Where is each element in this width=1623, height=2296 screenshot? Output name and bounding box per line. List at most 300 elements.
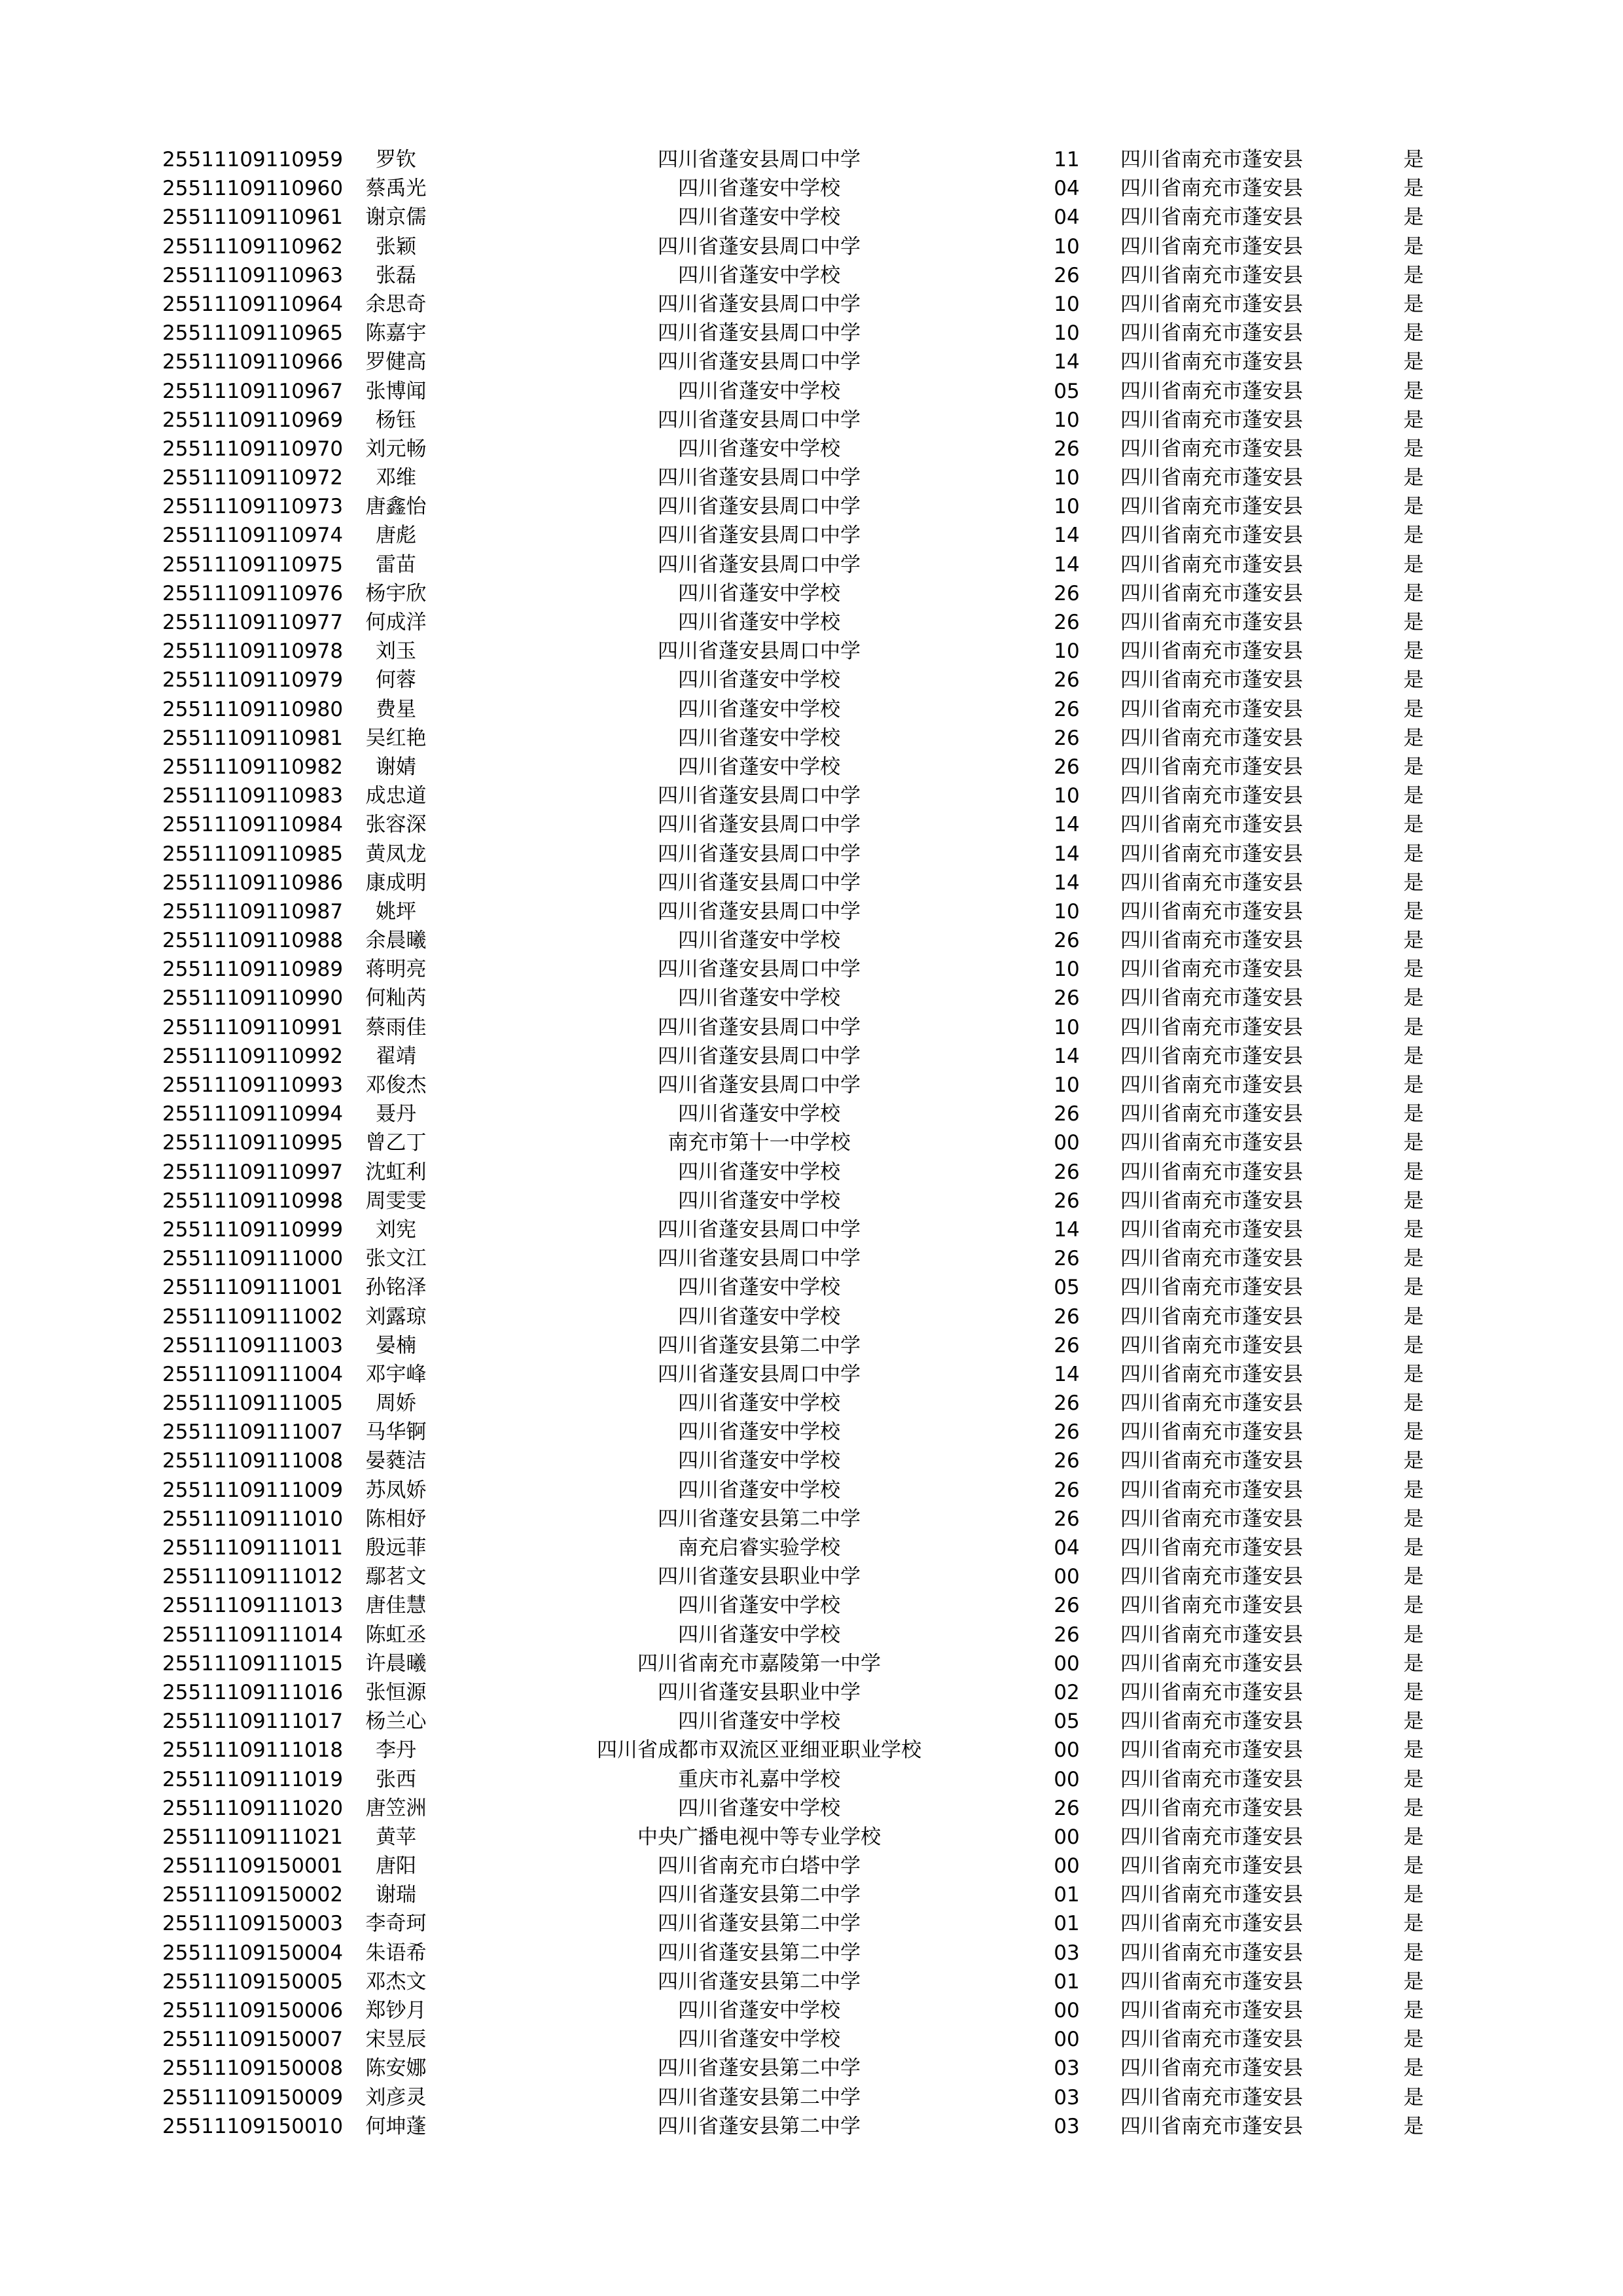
region: 四川省南充市蓬安县 <box>1120 1796 1303 1820</box>
category-code: 26 <box>1054 986 1080 1011</box>
student-name: 曾乙丁 <box>365 1131 427 1155</box>
status-flag: 是 <box>1403 1420 1424 1444</box>
candidate-id: 25511109110981 <box>162 726 344 750</box>
school-name: 四川省蓬安中学校 <box>678 1594 840 1618</box>
category-code: 00 <box>1054 1738 1080 1763</box>
school-name: 四川省蓬安中学校 <box>678 1449 840 1473</box>
candidate-id: 25511109150006 <box>162 1999 344 2022</box>
category-code: 14 <box>1054 350 1080 374</box>
student-name: 唐彪 <box>376 524 416 548</box>
region: 四川省南充市蓬安县 <box>1120 1536 1303 1560</box>
category-code: 26 <box>1054 755 1080 779</box>
school-name: 四川省蓬安县职业中学 <box>658 1680 861 1704</box>
school-name: 四川省蓬安中学校 <box>678 726 840 750</box>
school-name: 四川省蓬安县周口中学 <box>658 292 861 316</box>
school-name: 四川省蓬安中学校 <box>678 611 840 634</box>
candidate-id: 25511109110991 <box>162 1015 344 1039</box>
candidate-id: 25511109111009 <box>162 1478 344 1502</box>
school-name: 四川省蓬安县周口中学 <box>658 870 861 895</box>
student-name: 康成明 <box>365 870 427 895</box>
school-name: 四川省蓬安中学校 <box>678 697 840 721</box>
school-name: 四川省蓬安县周口中学 <box>658 958 861 982</box>
region: 四川省南充市蓬安县 <box>1120 292 1303 316</box>
candidate-id: 25511109150002 <box>162 1883 344 1907</box>
student-name: 宋昱辰 <box>365 2028 427 2052</box>
candidate-id: 25511109110992 <box>162 1044 344 1068</box>
student-name: 刘玉 <box>376 639 416 664</box>
region: 四川省南充市蓬安县 <box>1120 1710 1303 1734</box>
status-flag: 是 <box>1403 495 1424 519</box>
category-code: 26 <box>1054 1391 1080 1416</box>
candidate-id: 25511109111021 <box>162 1825 344 1849</box>
school-name: 四川省蓬安县周口中学 <box>658 148 861 171</box>
table-row <box>0 637 1623 666</box>
region: 四川省南充市蓬安县 <box>1120 1680 1303 1704</box>
table-row <box>0 1823 1623 1852</box>
region: 四川省南充市蓬安县 <box>1120 1941 1303 1965</box>
table-row <box>0 1244 1623 1273</box>
student-name: 晏楠 <box>376 1333 416 1357</box>
category-code: 26 <box>1054 1247 1080 1271</box>
status-flag: 是 <box>1403 2114 1424 2138</box>
region: 四川省南充市蓬安县 <box>1120 958 1303 982</box>
category-code: 26 <box>1054 611 1080 634</box>
school-name: 四川省蓬安县周口中学 <box>658 495 861 519</box>
student-name: 陈安娜 <box>365 2056 427 2081</box>
category-code: 14 <box>1054 524 1080 548</box>
school-name: 四川省蓬安中学校 <box>678 1623 840 1647</box>
status-flag: 是 <box>1403 437 1424 461</box>
candidate-id: 25511109110960 <box>162 177 344 201</box>
status-flag: 是 <box>1403 1102 1424 1126</box>
table-row <box>0 1707 1623 1736</box>
category-code: 14 <box>1054 1044 1080 1068</box>
school-name: 南充市第十一中学校 <box>668 1131 851 1155</box>
school-name: 四川省蓬安中学校 <box>678 668 840 692</box>
status-flag: 是 <box>1403 1449 1424 1473</box>
table-row <box>0 1389 1623 1418</box>
status-flag: 是 <box>1403 148 1424 171</box>
school-name: 四川省蓬安中学校 <box>678 1796 840 1820</box>
table-row <box>0 1446 1623 1475</box>
student-name: 邓维 <box>376 466 416 490</box>
region: 四川省南充市蓬安县 <box>1120 1362 1303 1386</box>
status-flag: 是 <box>1403 1999 1424 2022</box>
region: 四川省南充市蓬安县 <box>1120 177 1303 201</box>
region: 四川省南充市蓬安县 <box>1120 697 1303 721</box>
school-name: 南充启睿实验学校 <box>678 1536 840 1560</box>
school-name: 四川省蓬安中学校 <box>678 1391 840 1416</box>
category-code: 26 <box>1054 726 1080 750</box>
category-code: 10 <box>1054 321 1080 346</box>
category-code: 04 <box>1054 177 1080 201</box>
student-name: 罗健高 <box>365 350 427 374</box>
school-name: 四川省蓬安县周口中学 <box>658 234 861 259</box>
student-name: 翟靖 <box>376 1044 416 1068</box>
region: 四川省南充市蓬安县 <box>1120 1651 1303 1676</box>
category-code: 10 <box>1054 466 1080 490</box>
table-row <box>0 1909 1623 1938</box>
school-name: 四川省蓬安县周口中学 <box>658 842 861 866</box>
candidate-id: 25511109110962 <box>162 234 344 259</box>
candidate-id: 25511109110970 <box>162 437 344 461</box>
table-row <box>0 1042 1623 1071</box>
table-row <box>0 2083 1623 2112</box>
status-flag: 是 <box>1403 1623 1424 1647</box>
category-code: 10 <box>1054 958 1080 982</box>
table-row <box>0 463 1623 492</box>
category-code: 05 <box>1054 1710 1080 1734</box>
student-name: 蔡禹光 <box>365 177 427 201</box>
school-name: 四川省蓬安中学校 <box>678 1420 840 1444</box>
candidate-id: 25511109110989 <box>162 958 344 982</box>
school-name: 四川省蓬安中学校 <box>678 1160 840 1184</box>
candidate-id: 25511109110961 <box>162 206 344 230</box>
student-name: 费星 <box>376 697 416 721</box>
candidate-id: 25511109110997 <box>162 1160 344 1184</box>
status-flag: 是 <box>1403 870 1424 895</box>
candidate-id: 25511109110975 <box>162 552 344 577</box>
school-name: 四川省蓬安县周口中学 <box>658 1015 861 1039</box>
region: 四川省南充市蓬安县 <box>1120 986 1303 1011</box>
category-code: 03 <box>1054 1941 1080 1965</box>
table-row <box>0 1967 1623 1996</box>
student-name: 聂丹 <box>376 1102 416 1126</box>
candidate-id: 25511109110974 <box>162 524 344 548</box>
category-code: 05 <box>1054 379 1080 403</box>
status-flag: 是 <box>1403 1391 1424 1416</box>
school-name: 四川省蓬安中学校 <box>678 929 840 953</box>
student-name: 李奇珂 <box>365 1912 427 1936</box>
category-code: 00 <box>1054 1565 1080 1589</box>
category-code: 26 <box>1054 929 1080 953</box>
student-name: 黄苹 <box>376 1825 416 1849</box>
candidate-id: 25511109110999 <box>162 1217 344 1242</box>
status-flag: 是 <box>1403 1015 1424 1039</box>
candidate-id: 25511109150005 <box>162 1969 344 1994</box>
table-row <box>0 203 1623 232</box>
student-name: 张文江 <box>365 1247 427 1271</box>
student-name: 杨宇欣 <box>365 581 427 605</box>
candidate-id: 25511109111016 <box>162 1680 344 1704</box>
table-row <box>0 869 1623 897</box>
region: 四川省南充市蓬安县 <box>1120 929 1303 953</box>
status-flag: 是 <box>1403 1738 1424 1763</box>
student-name: 张磊 <box>376 263 416 287</box>
category-code: 10 <box>1054 1073 1080 1097</box>
table-row <box>0 1302 1623 1331</box>
region: 四川省南充市蓬安县 <box>1120 1102 1303 1126</box>
school-name: 四川省蓬安县周口中学 <box>658 524 861 548</box>
candidate-id: 25511109111010 <box>162 1507 344 1531</box>
table-row <box>0 1071 1623 1100</box>
region: 四川省南充市蓬安县 <box>1120 350 1303 374</box>
category-code: 26 <box>1054 1189 1080 1213</box>
candidate-id: 25511109110969 <box>162 408 344 432</box>
student-name: 何籼芮 <box>365 986 427 1011</box>
candidate-id: 25511109110988 <box>162 929 344 953</box>
candidate-id: 25511109150001 <box>162 1854 344 1878</box>
school-name: 四川省蓬安县周口中学 <box>658 350 861 374</box>
status-flag: 是 <box>1403 986 1424 1011</box>
table-row <box>0 1765 1623 1794</box>
school-name: 四川省蓬安县周口中学 <box>658 408 861 432</box>
school-name: 四川省蓬安县周口中学 <box>658 1247 861 1271</box>
region: 四川省南充市蓬安县 <box>1120 1478 1303 1502</box>
student-name: 张颖 <box>376 234 416 259</box>
table-row <box>0 1273 1623 1302</box>
region: 四川省南充市蓬安县 <box>1120 1738 1303 1763</box>
region: 四川省南充市蓬安县 <box>1120 1160 1303 1184</box>
status-flag: 是 <box>1403 1536 1424 1560</box>
status-flag: 是 <box>1403 379 1424 403</box>
student-name: 刘宪 <box>376 1217 416 1242</box>
table-row <box>0 1013 1623 1042</box>
table-row <box>0 2112 1623 2141</box>
table-row <box>0 2025 1623 2054</box>
school-name: 四川省蓬安中学校 <box>678 1276 840 1300</box>
table-row <box>0 1649 1623 1678</box>
region: 四川省南充市蓬安县 <box>1120 2114 1303 2138</box>
candidate-id: 25511109111011 <box>162 1536 344 1560</box>
table-row <box>0 579 1623 608</box>
student-name: 何坤蓬 <box>365 2114 427 2138</box>
candidate-id: 25511109110963 <box>162 263 344 287</box>
category-code: 00 <box>1054 1999 1080 2022</box>
region: 四川省南充市蓬安县 <box>1120 2056 1303 2081</box>
region: 四川省南充市蓬安县 <box>1120 1420 1303 1444</box>
region: 四川省南充市蓬安县 <box>1120 1015 1303 1039</box>
table-row <box>0 1476 1623 1505</box>
school-name: 四川省蓬安县周口中学 <box>658 899 861 924</box>
school-name: 四川省蓬安县第二中学 <box>658 1912 861 1936</box>
category-code: 26 <box>1054 697 1080 721</box>
status-flag: 是 <box>1403 206 1424 230</box>
school-name: 四川省蓬安中学校 <box>678 755 840 779</box>
status-flag: 是 <box>1403 1941 1424 1965</box>
student-name: 何蓉 <box>376 668 416 692</box>
table-row <box>0 492 1623 521</box>
school-name: 四川省蓬安县第二中学 <box>658 2114 861 2138</box>
region: 四川省南充市蓬安县 <box>1120 495 1303 519</box>
table-row <box>0 1939 1623 1967</box>
table-row <box>0 406 1623 435</box>
status-flag: 是 <box>1403 1362 1424 1386</box>
category-code: 26 <box>1054 1102 1080 1126</box>
school-name: 四川省蓬安中学校 <box>678 1304 840 1329</box>
category-code: 26 <box>1054 1304 1080 1329</box>
candidate-id: 25511109111000 <box>162 1247 344 1271</box>
status-flag: 是 <box>1403 842 1424 866</box>
category-code: 10 <box>1054 899 1080 924</box>
table-row <box>0 232 1623 261</box>
candidate-id: 25511109111003 <box>162 1333 344 1357</box>
student-name: 李丹 <box>376 1738 416 1763</box>
category-code: 26 <box>1054 437 1080 461</box>
table-row <box>0 926 1623 955</box>
table-row <box>0 1678 1623 1707</box>
region: 四川省南充市蓬安县 <box>1120 784 1303 808</box>
status-flag: 是 <box>1403 697 1424 721</box>
region: 四川省南充市蓬安县 <box>1120 1276 1303 1300</box>
candidate-id: 25511109111002 <box>162 1304 344 1329</box>
student-name: 何成洋 <box>365 611 427 634</box>
status-flag: 是 <box>1403 639 1424 664</box>
region: 四川省南充市蓬安县 <box>1120 2028 1303 2052</box>
student-name: 唐鑫怡 <box>365 495 427 519</box>
status-flag: 是 <box>1403 1594 1424 1618</box>
school-name: 四川省蓬安县第二中学 <box>658 1969 861 1994</box>
table-row <box>0 1852 1623 1880</box>
student-name: 杨钰 <box>376 408 416 432</box>
candidate-id: 25511109110977 <box>162 611 344 634</box>
school-name: 四川省蓬安中学校 <box>678 1710 840 1734</box>
region: 四川省南充市蓬安县 <box>1120 1304 1303 1329</box>
school-name: 四川省蓬安县第二中学 <box>658 1941 861 1965</box>
status-flag: 是 <box>1403 813 1424 837</box>
status-flag: 是 <box>1403 292 1424 316</box>
school-name: 四川省蓬安中学校 <box>678 986 840 1011</box>
school-name: 四川省蓬安中学校 <box>678 1189 840 1213</box>
region: 四川省南充市蓬安县 <box>1120 379 1303 403</box>
category-code: 11 <box>1054 148 1080 171</box>
category-code: 26 <box>1054 263 1080 287</box>
category-code: 01 <box>1054 1969 1080 1994</box>
candidate-id: 25511109150010 <box>162 2114 344 2138</box>
school-name: 四川省蓬安县周口中学 <box>658 1073 861 1097</box>
candidate-id: 25511109111014 <box>162 1623 344 1647</box>
student-name: 谢婧 <box>376 755 416 779</box>
status-flag: 是 <box>1403 1651 1424 1676</box>
student-name: 殷远菲 <box>365 1536 427 1560</box>
candidate-id: 25511109110964 <box>162 292 344 316</box>
status-flag: 是 <box>1403 668 1424 692</box>
status-flag: 是 <box>1403 1710 1424 1734</box>
table-row <box>0 1215 1623 1244</box>
status-flag: 是 <box>1403 321 1424 346</box>
category-code: 26 <box>1054 1623 1080 1647</box>
student-name: 张博闻 <box>365 379 427 403</box>
region: 四川省南充市蓬安县 <box>1120 408 1303 432</box>
category-code: 26 <box>1054 1796 1080 1820</box>
region: 四川省南充市蓬安县 <box>1120 813 1303 837</box>
candidate-id: 25511109110995 <box>162 1131 344 1155</box>
category-code: 10 <box>1054 292 1080 316</box>
student-name: 鄢茗文 <box>365 1565 427 1589</box>
region: 四川省南充市蓬安县 <box>1120 842 1303 866</box>
table-row <box>0 1621 1623 1649</box>
table-row <box>0 810 1623 839</box>
student-name: 谢瑞 <box>376 1883 416 1907</box>
status-flag: 是 <box>1403 1160 1424 1184</box>
category-code: 26 <box>1054 1507 1080 1531</box>
status-flag: 是 <box>1403 177 1424 201</box>
student-name: 晏蕤洁 <box>365 1449 427 1473</box>
status-flag: 是 <box>1403 1478 1424 1502</box>
region: 四川省南充市蓬安县 <box>1120 234 1303 259</box>
candidate-id: 25511109110990 <box>162 986 344 1011</box>
school-name: 四川省蓬安中学校 <box>678 1999 840 2022</box>
candidate-id: 25511109110994 <box>162 1102 344 1126</box>
table-row <box>0 608 1623 637</box>
school-name: 四川省蓬安县周口中学 <box>658 321 861 346</box>
category-code: 04 <box>1054 206 1080 230</box>
table-row <box>0 897 1623 926</box>
status-flag: 是 <box>1403 1507 1424 1531</box>
region: 四川省南充市蓬安县 <box>1120 2085 1303 2109</box>
status-flag: 是 <box>1403 2085 1424 2109</box>
candidate-id: 25511109111007 <box>162 1420 344 1444</box>
student-name: 邓宇峰 <box>365 1362 427 1386</box>
roster-table <box>0 145 1623 2141</box>
status-flag: 是 <box>1403 611 1424 634</box>
student-name: 余思奇 <box>365 292 427 316</box>
candidate-id: 25511109150007 <box>162 2028 344 2052</box>
table-row <box>0 1996 1623 2025</box>
category-code: 10 <box>1054 784 1080 808</box>
table-row <box>0 840 1623 869</box>
category-code: 26 <box>1054 1449 1080 1473</box>
student-name: 苏凤娇 <box>365 1478 427 1502</box>
category-code: 14 <box>1054 552 1080 577</box>
table-row <box>0 1534 1623 1562</box>
student-name: 陈嘉宇 <box>365 321 427 346</box>
table-row <box>0 1505 1623 1534</box>
candidate-id: 25511109111020 <box>162 1796 344 1820</box>
school-name: 四川省蓬安中学校 <box>678 379 840 403</box>
table-row <box>0 1591 1623 1620</box>
region: 四川省南充市蓬安县 <box>1120 1825 1303 1849</box>
status-flag: 是 <box>1403 1276 1424 1300</box>
student-name: 余晨曦 <box>365 929 427 953</box>
student-name: 黄凤龙 <box>365 842 427 866</box>
candidate-id: 25511109111005 <box>162 1391 344 1416</box>
school-name: 四川省蓬安县周口中学 <box>658 1217 861 1242</box>
student-name: 孙铭泽 <box>365 1276 427 1300</box>
table-row <box>0 724 1623 753</box>
candidate-id: 25511109110966 <box>162 350 344 374</box>
region: 四川省南充市蓬安县 <box>1120 263 1303 287</box>
candidate-id: 25511109150004 <box>162 1941 344 1965</box>
region: 四川省南充市蓬安县 <box>1120 1883 1303 1907</box>
region: 四川省南充市蓬安县 <box>1120 581 1303 605</box>
status-flag: 是 <box>1403 1912 1424 1936</box>
table-row <box>0 290 1623 319</box>
category-code: 14 <box>1054 870 1080 895</box>
status-flag: 是 <box>1403 1883 1424 1907</box>
status-flag: 是 <box>1403 1044 1424 1068</box>
category-code: 00 <box>1054 2028 1080 2052</box>
category-code: 26 <box>1054 1160 1080 1184</box>
candidate-id: 25511109110979 <box>162 668 344 692</box>
school-name: 四川省蓬安县第二中学 <box>658 2085 861 2109</box>
candidate-id: 25511109111019 <box>162 1767 344 1791</box>
school-name: 四川省蓬安县周口中学 <box>658 552 861 577</box>
region: 四川省南充市蓬安县 <box>1120 148 1303 171</box>
region: 四川省南充市蓬安县 <box>1120 1969 1303 1994</box>
school-name: 四川省蓬安中学校 <box>678 177 840 201</box>
candidate-id: 25511109110978 <box>162 639 344 664</box>
table-row <box>0 695 1623 724</box>
candidate-id: 25511109111004 <box>162 1362 344 1386</box>
status-flag: 是 <box>1403 958 1424 982</box>
table-row <box>0 521 1623 550</box>
region: 四川省南充市蓬安县 <box>1120 1767 1303 1791</box>
candidate-id: 25511109110983 <box>162 784 344 808</box>
student-name: 谢京儒 <box>365 206 427 230</box>
region: 四川省南充市蓬安县 <box>1120 1854 1303 1878</box>
school-name: 四川省蓬安县第二中学 <box>658 2056 861 2081</box>
